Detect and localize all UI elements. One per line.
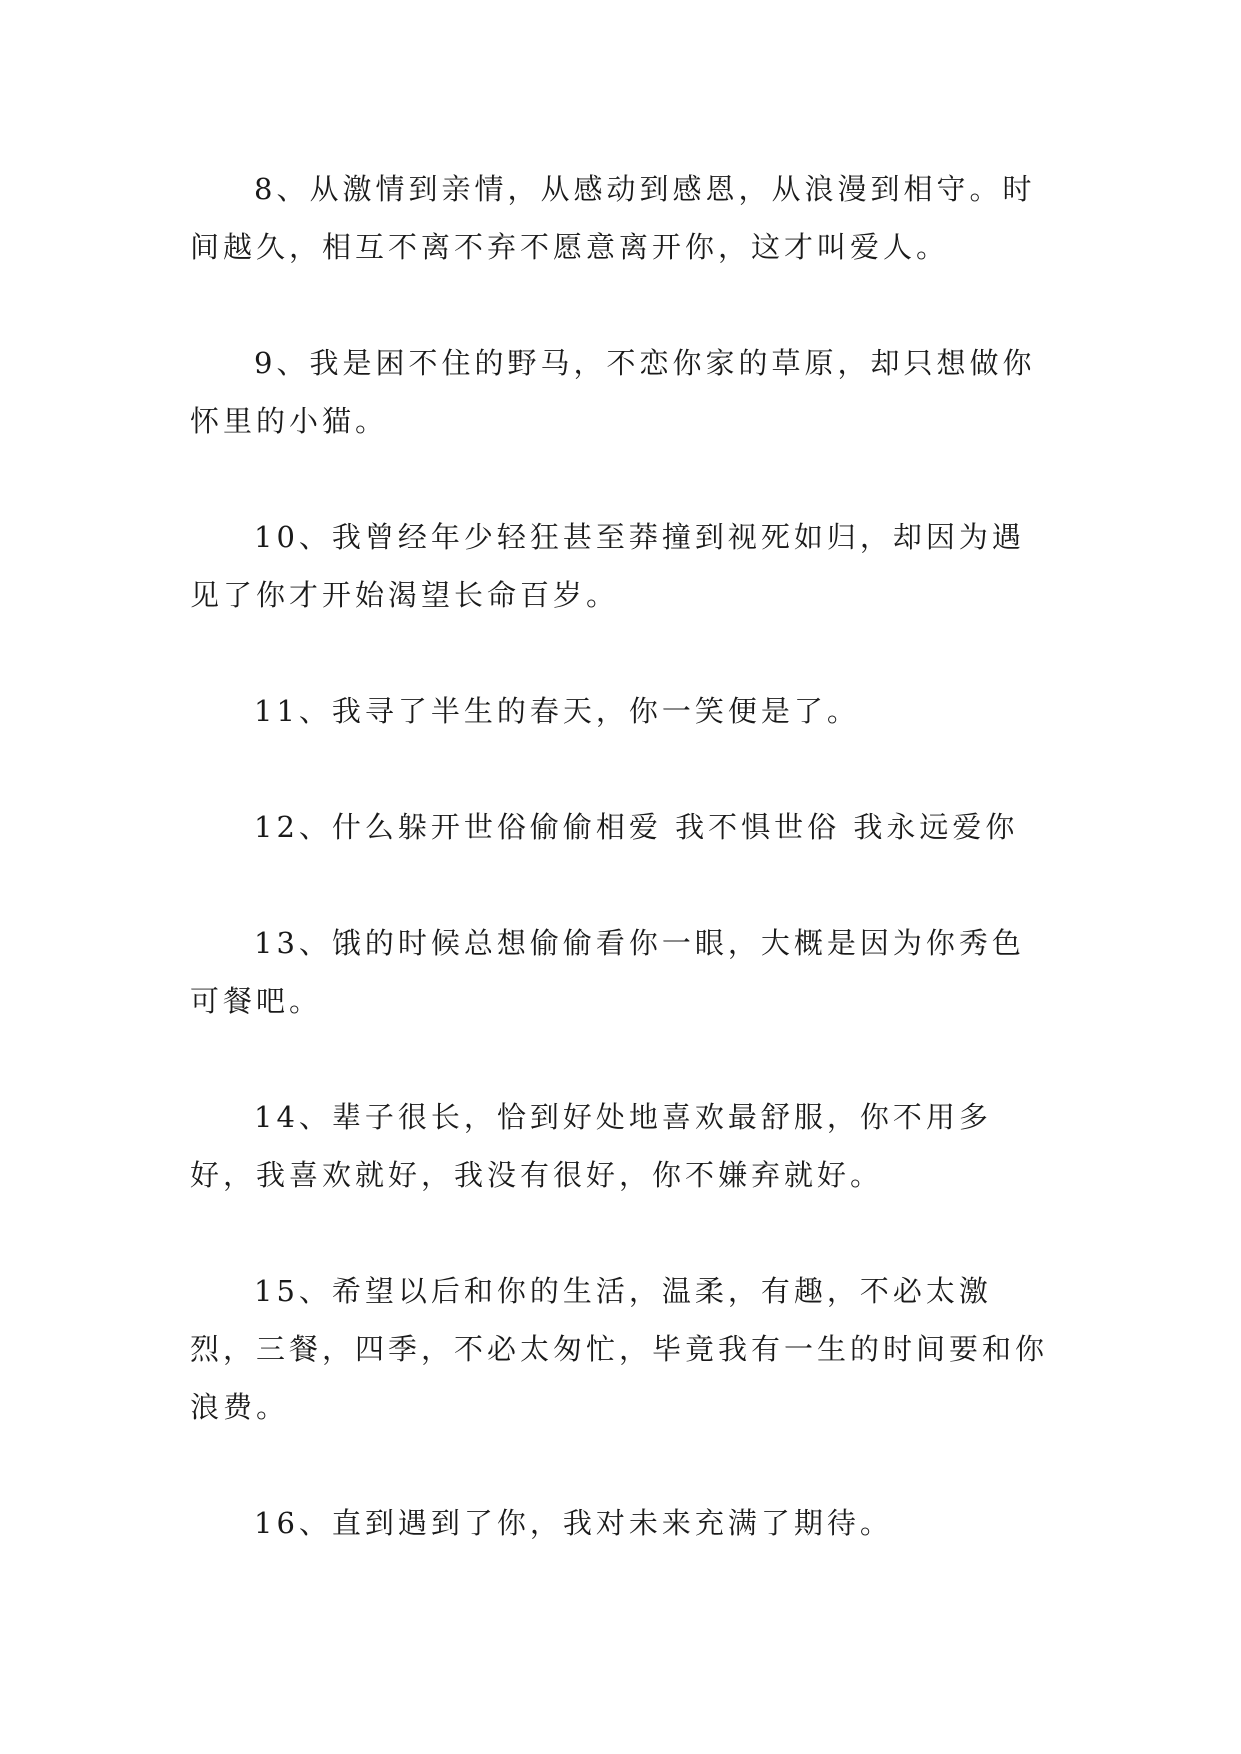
paragraph-9: 9、我是困不住的野马，不恋你家的草原，却只想做你怀里的小猫。 — [190, 346, 1036, 438]
paragraph-16: 16、直到遇到了你，我对未来充满了期待。 — [254, 1506, 893, 1540]
paragraph-13: 13、饿的时候总想偷偷看你一眼，大概是因为你秀色可餐吧。 — [190, 926, 1025, 1018]
paragraph-8: 8、从激情到亲情，从感动到感恩，从浪漫到相守。时间越久，相互不离不弃不愿意离开你，这才叫爱人。 — [190, 172, 1036, 264]
paragraph-10: 10、我曾经年少轻狂甚至莽撞到视死如归，却因为遇见了你才开始渴望长命百岁。 — [190, 520, 1025, 612]
paragraph-15: 15、希望以后和你的生活，温柔，有趣，不必太激烈，三餐，四季，不必太匆忙，毕竟我有一生的时间要和你浪费。 — [190, 1274, 1049, 1424]
paragraph-14: 14、辈子很长，恰到好处地喜欢最舒服，你不用多好，我喜欢就好，我没有很好，你不嫌弃就好。 — [190, 1100, 992, 1192]
paragraph-12: 12、什么躲开世俗偷偷相爱 我不惧世俗 我永远爱你 — [254, 810, 1019, 844]
paragraph-11: 11、我寻了半生的春天，你一笑便是了。 — [254, 694, 860, 728]
document-body — [190, 160, 1050, 1610]
